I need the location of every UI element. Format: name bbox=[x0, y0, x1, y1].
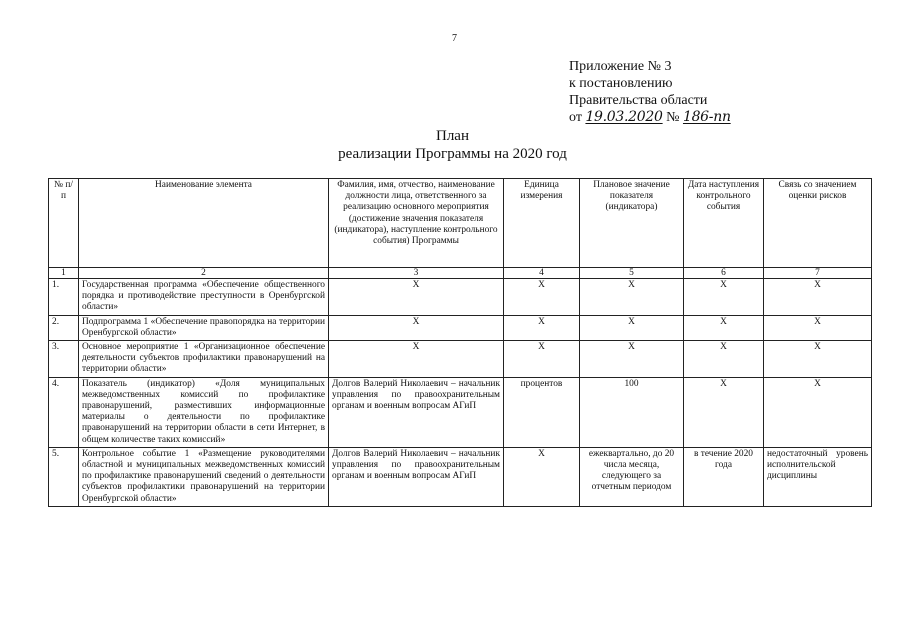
row-name: Государственная программа «Обеспечение общественного порядка и противодействие преступности в Оренбургской области» bbox=[79, 279, 329, 316]
col-number: 4 bbox=[504, 268, 580, 279]
row-responsible: X bbox=[329, 279, 504, 316]
row-responsible: Долгов Валерий Николаевич – начальник управления по правоохранительным органам и военным вопросам АГиП bbox=[329, 377, 504, 447]
header-plan: Плановое значение показателя (индикатора) bbox=[580, 179, 684, 268]
attachment-resolution: к постановлению bbox=[569, 76, 673, 91]
row-date: X bbox=[684, 315, 764, 340]
row-date: X bbox=[684, 279, 764, 316]
row-plan: X bbox=[580, 279, 684, 316]
col-number: 6 bbox=[684, 268, 764, 279]
row-name: Показатель (индикатор) «Доля муниципальных межведомственных комиссий по профилактике правонарушений, разместивших информационные материалы о деятельности по профилактике правонарушений на территории области в сети Интернет, в общем количестве таких комиссий» bbox=[79, 377, 329, 447]
from-label: от bbox=[569, 110, 582, 125]
table-row bbox=[49, 447, 872, 506]
row-risk: X bbox=[764, 377, 872, 447]
row-plan: 100 bbox=[580, 377, 684, 447]
row-risk: X bbox=[764, 279, 872, 316]
col-number: 3 bbox=[329, 268, 504, 279]
header-unit: Единица измерения bbox=[504, 179, 580, 268]
table-row bbox=[49, 341, 872, 378]
table-row bbox=[49, 315, 872, 340]
row-unit: X bbox=[504, 447, 580, 506]
row-unit: X bbox=[504, 279, 580, 316]
row-date: X bbox=[684, 377, 764, 447]
header-responsible: Фамилия, имя, отчество, наименование должности лица, ответственного за реализацию основного мероприятия (достижение значения показателя (индикатора), наступление контрольного события) Программы bbox=[329, 179, 504, 268]
number-label: № bbox=[666, 110, 680, 125]
table-row bbox=[49, 279, 872, 316]
row-unit: X bbox=[504, 315, 580, 340]
row-plan: ежеквартально, до 20 числа месяца, следующего за отчетным периодом bbox=[580, 447, 684, 506]
page-number: 7 bbox=[452, 33, 457, 44]
row-unit: процентов bbox=[504, 377, 580, 447]
header-name: Наименование элемента bbox=[79, 179, 329, 268]
row-risk: недостаточный уровень исполнительской дисциплины bbox=[764, 447, 872, 506]
attachment-date-line bbox=[569, 109, 731, 126]
col-number: 1 bbox=[49, 268, 79, 279]
row-date: в течение 2020 года bbox=[684, 447, 764, 506]
row-name: Контрольное событие 1 «Размещение руководителями областной и муниципальных межведомственных комиссий по профилактике правонарушений сведений о деятельности субъектов профилактики правонарушений на территории Оренбургской области» bbox=[79, 447, 329, 506]
plan-table bbox=[48, 178, 872, 507]
row-num: 3. bbox=[49, 341, 79, 378]
row-name: Основное мероприятие 1 «Организационное обеспечение деятельности субъектов профилактики правонарушений на территории области» bbox=[79, 341, 329, 378]
row-num: 2. bbox=[49, 315, 79, 340]
attachment-title: Приложение № 3 bbox=[569, 59, 672, 74]
document-title: План bbox=[435, 128, 469, 144]
attachment-block bbox=[569, 58, 731, 126]
row-risk: X bbox=[764, 341, 872, 378]
row-plan: X bbox=[580, 341, 684, 378]
attachment-government: Правительства области bbox=[569, 93, 708, 108]
document-subtitle: реализации Программы на 2020 год bbox=[338, 146, 567, 162]
row-num: 4. bbox=[49, 377, 79, 447]
row-date: X bbox=[684, 341, 764, 378]
row-risk: X bbox=[764, 315, 872, 340]
row-num: 1. bbox=[49, 279, 79, 316]
column-number-row bbox=[49, 268, 872, 279]
header-risk: Связь со значением оценки рисков bbox=[764, 179, 872, 268]
header-row bbox=[49, 179, 872, 268]
header-num: № п/п bbox=[49, 179, 79, 268]
row-plan: X bbox=[580, 315, 684, 340]
col-number: 7 bbox=[764, 268, 872, 279]
row-num: 5. bbox=[49, 447, 79, 506]
attachment-date: 19.03.2020 bbox=[585, 109, 663, 125]
attachment-number: 186-пп bbox=[682, 109, 731, 125]
row-name: Подпрограмма 1 «Обеспечение правопорядка на территории Оренбургской области» bbox=[79, 315, 329, 340]
row-responsible: X bbox=[329, 315, 504, 340]
table-row bbox=[49, 377, 872, 447]
row-unit: X bbox=[504, 341, 580, 378]
row-responsible: Долгов Валерий Николаевич – начальник управления по правоохранительным органам и военным вопросам АГиП bbox=[329, 447, 504, 506]
col-number: 5 bbox=[580, 268, 684, 279]
header-date: Дата наступления контрольного события bbox=[684, 179, 764, 268]
col-number: 2 bbox=[79, 268, 329, 279]
row-responsible: X bbox=[329, 341, 504, 378]
